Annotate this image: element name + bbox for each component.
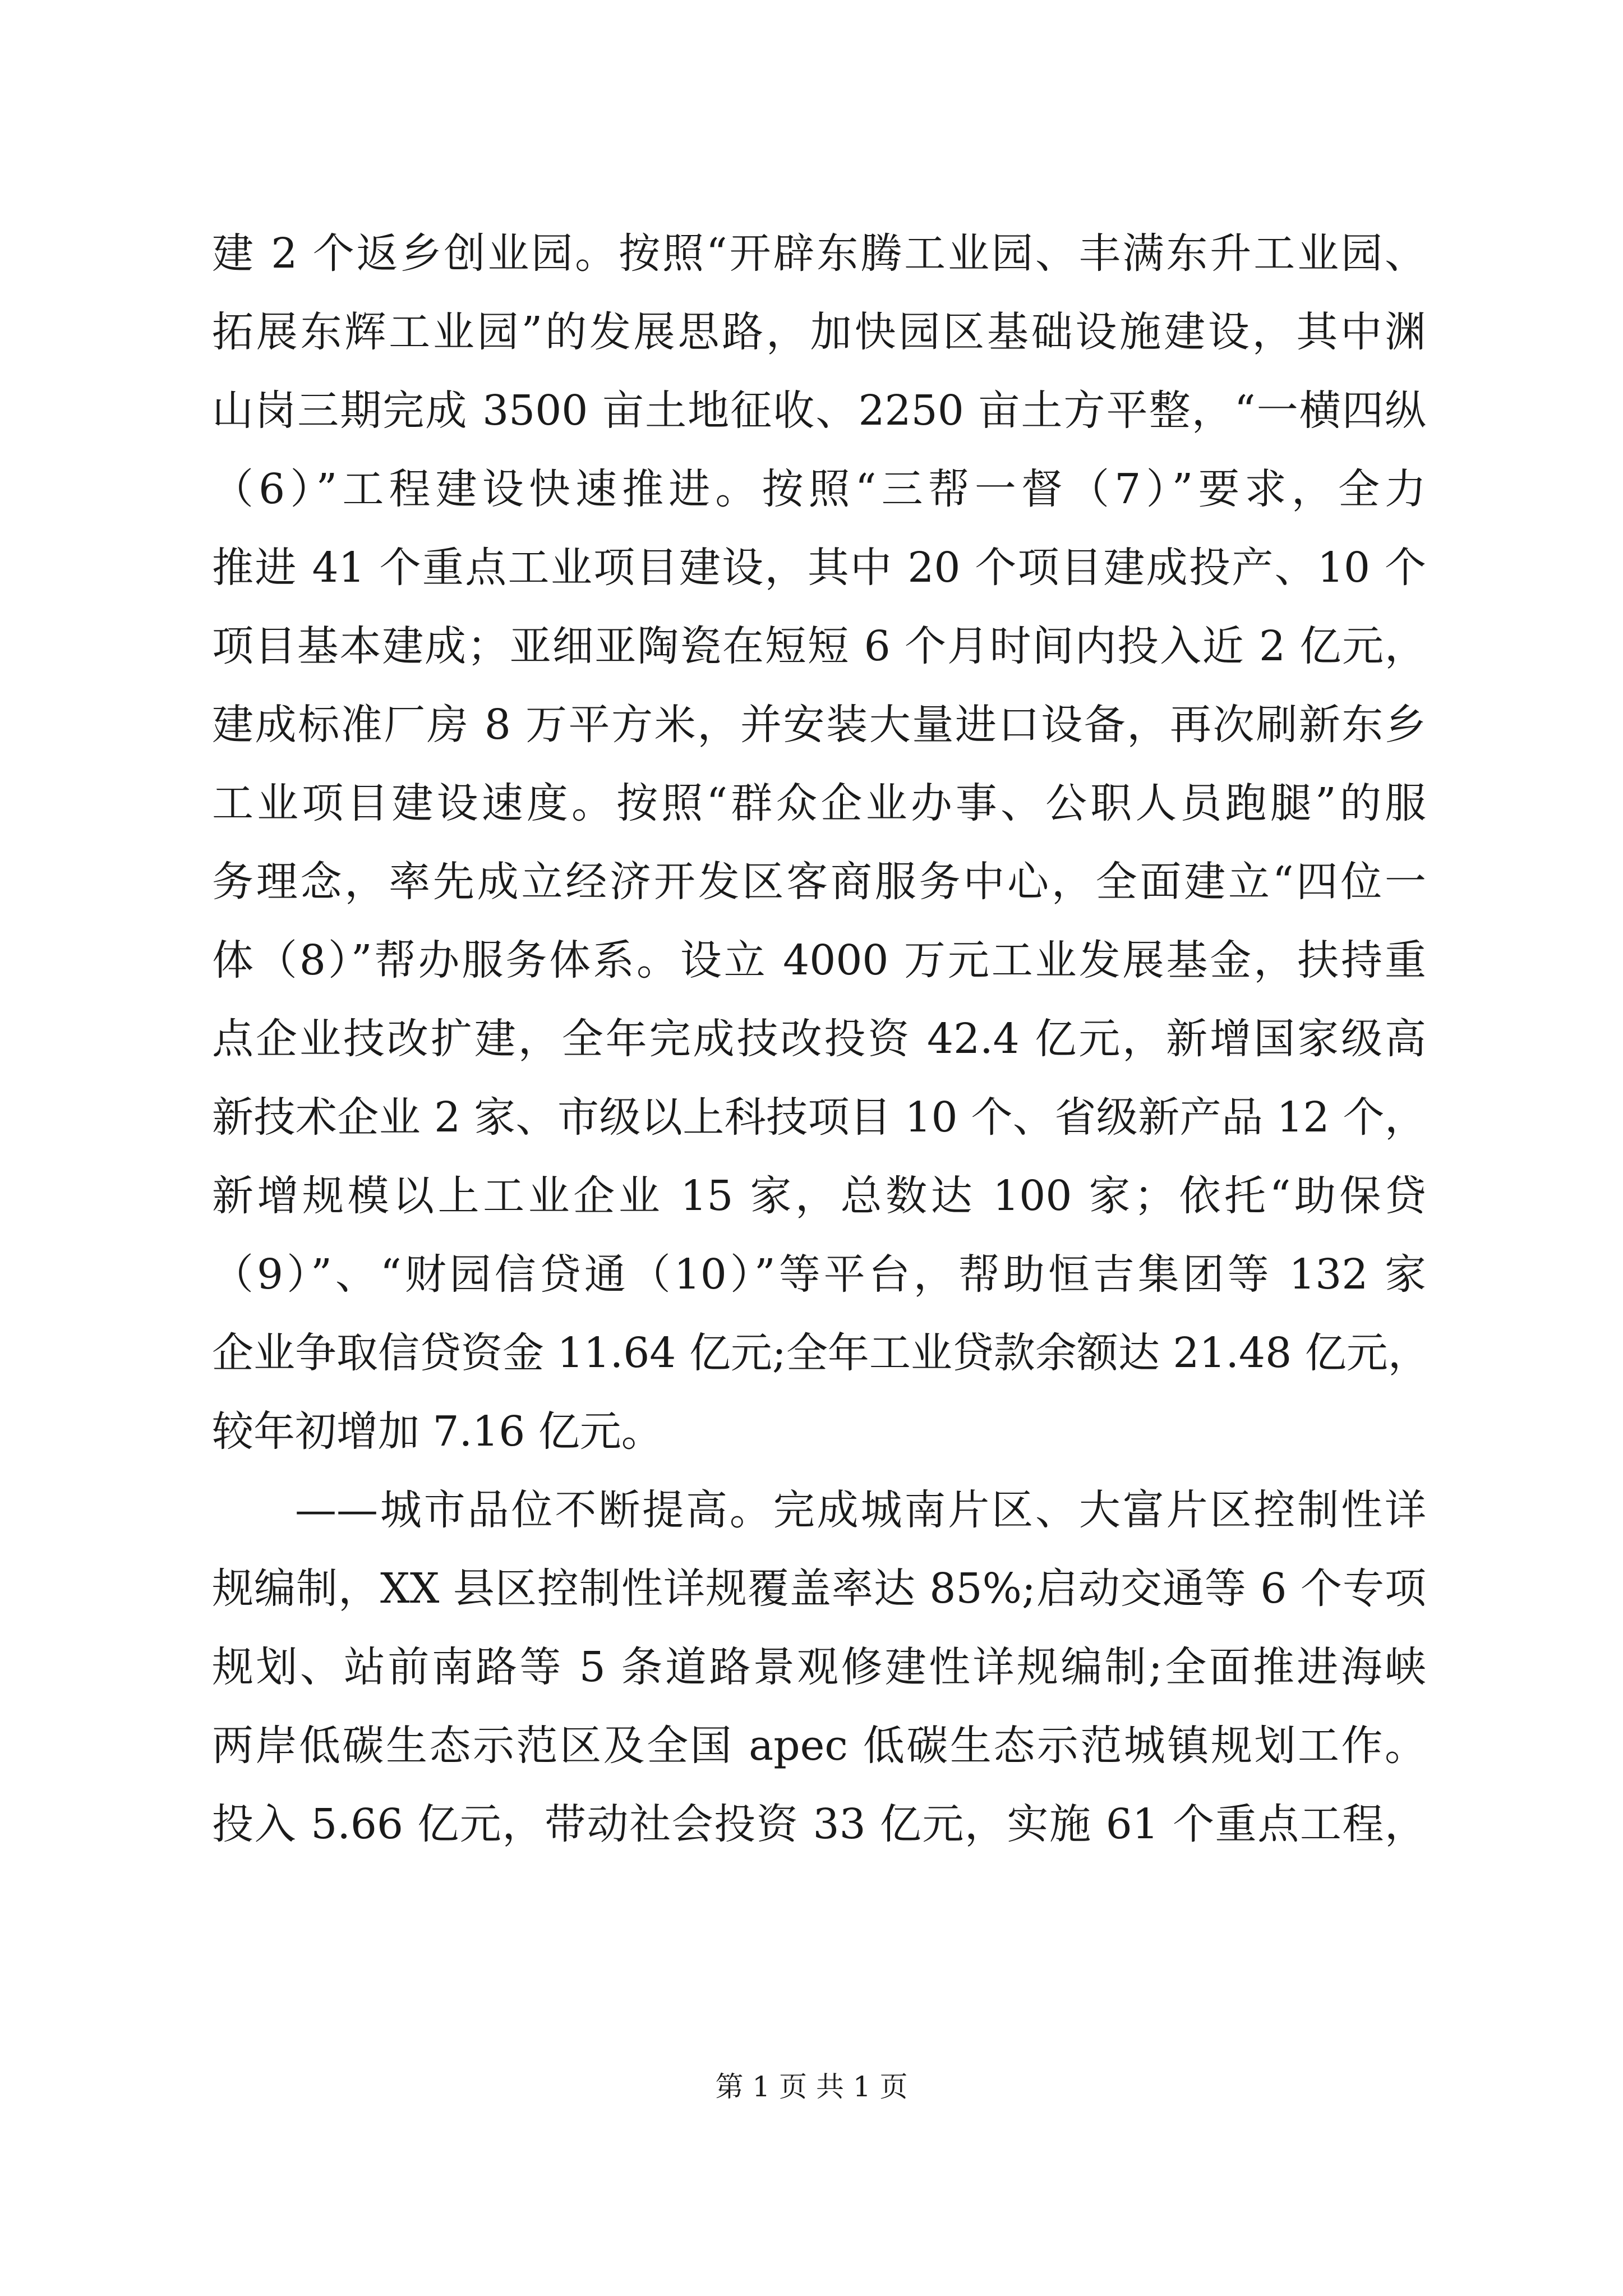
- text-line: （9）”、“财园信贷通（10）”等平台，帮助恒吉集团等 132 家: [212, 1250, 1426, 1299]
- text-line: 拓展东辉工业园”的发展思路，加快园区基础设施建设，其中渊: [212, 308, 1426, 356]
- text-line: 推进 41 个重点工业项目建设，其中 20 个项目建成投产、10 个: [212, 544, 1426, 592]
- text-line: 新增规模以上工业企业 15 家，总数达 100 家；依托“助保贷: [212, 1172, 1426, 1220]
- text-line: 企业争取信贷资金 11.64 亿元;全年工业贷款余额达 21.48 亿元，: [212, 1329, 1430, 1377]
- text-line: 山岗三期完成 3500 亩土地征收、2250 亩土方平整，“一横四纵: [212, 386, 1426, 435]
- text-line: 新技术企业 2 家、市级以上科技项目 10 个、省级新产品 12 个，: [212, 1093, 1426, 1142]
- text-line: 规编制，XX 县区控制性详规覆盖率达 85%;启动交通等 6 个专项: [212, 1565, 1426, 1613]
- text-line: 建 2 个返乡创业园。按照“开辟东腾工业园、丰满东升工业园、: [212, 229, 1426, 278]
- text-line: 较年初增加 7.16 亿元。: [212, 1407, 663, 1456]
- text-line: 建成标准厂房 8 万平方米，并安装大量进口设备，再次刷新东乡: [212, 701, 1426, 749]
- text-line: 工业项目建设速度。按照“群众企业办事、公职人员跑腿”的服: [212, 779, 1426, 827]
- text-line: 务理念，率先成立经济开发区客商服务中心，全面建立“四位一: [212, 858, 1426, 906]
- text-line: 投入 5.66 亿元，带动社会投资 33 亿元，实施 61 个重点工程，: [212, 1800, 1426, 1848]
- text-line: 点企业技改扩建，全年完成技改投资 42.4 亿元，新增国家级高: [212, 1015, 1426, 1063]
- text-line: （6）”工程建设快速推进。按照“三帮一督（7）”要求，全力: [212, 465, 1426, 513]
- text-line: 两岸低碳生态示范区及全国 apec 低碳生态示范城镇规划工作。: [212, 1722, 1426, 1770]
- text-line: ——城市品位不断提高。完成城南片区、大富片区控制性详: [295, 1486, 1426, 1534]
- text-line: 规划、站前南路等 5 条道路景观修建性详规编制;全面推进海峡: [212, 1643, 1426, 1691]
- text-line: 项目基本建成；亚细亚陶瓷在短短 6 个月时间内投入近 2 亿元，: [212, 622, 1426, 670]
- page-footer: [0, 2064, 1623, 2109]
- text-line: 体（8）”帮办服务体系。设立 4000 万元工业发展基金，扶持重: [212, 936, 1426, 984]
- page-number-label: 第 1 页 共 1 页: [715, 2070, 908, 2103]
